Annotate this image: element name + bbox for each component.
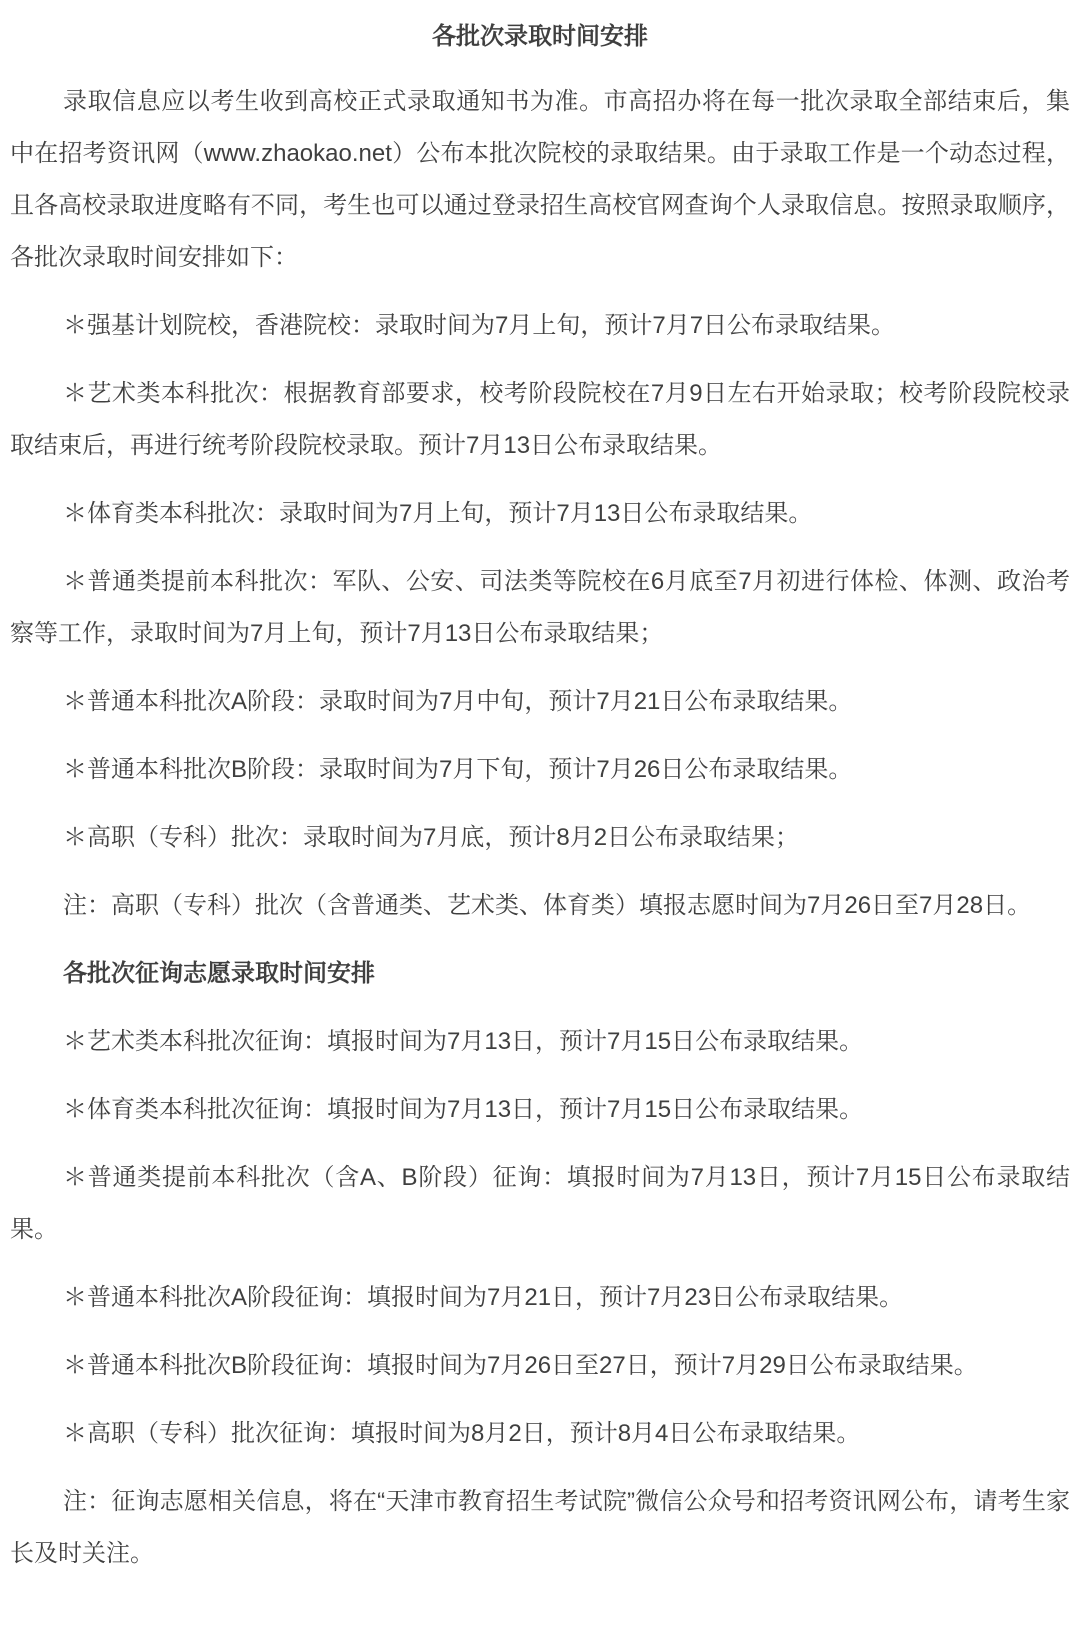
batch-item: ＊高职（专科）批次：录取时间为7月底，预计8月2日公布录取结果； <box>63 824 800 851</box>
inquiry-item: ＊普通本科批次A阶段征询：填报时间为7月21日，预计7月23日公布录取结果。 <box>63 1284 904 1311</box>
page-title: 各批次录取时间安排 <box>432 23 648 50</box>
batch-item: ＊体育类本科批次：录取时间为7月上旬，预计7月13日公布录取结果。 <box>63 500 813 527</box>
inquiry-item: ＊高职（专科）批次征询：填报时间为8月2日，预计8月4日公布录取结果。 <box>63 1420 861 1447</box>
subheading-inquiry-schedule: 各批次征询志愿录取时间安排 <box>63 960 375 987</box>
inquiry-item: ＊普通本科批次B阶段征询：填报时间为7月26日至27日，预计7月29日公布录取结果。 <box>63 1352 978 1379</box>
inquiry-item: ＊艺术类本科批次征询：填报时间为7月13日，预计7月15日公布录取结果。 <box>63 1028 864 1055</box>
batch-item: ＊强基计划院校，香港院校：录取时间为7月上旬，预计7月7日公布录取结果。 <box>63 312 896 339</box>
inquiry-item: ＊普通类提前本科批次（含A、B阶段）征询：填报时间为7月13日，预计7月15日公布录取结果。 <box>10 1164 1070 1243</box>
batch-item: ＊普通类提前本科批次：军队、公安、司法类等院校在6月底至7月初进行体检、体测、政治考察等工作，录取时间为7月上旬，预计7月13日公布录取结果； <box>10 568 1070 647</box>
batch-item: ＊普通本科批次B阶段：录取时间为7月下旬，预计7月26日公布录取结果。 <box>63 756 853 783</box>
batch-item: ＊艺术类本科批次：根据教育部要求，校考阶段院校在7月9日左右开始录取；校考阶段院校录取结束后，再进行统考阶段院校录取。预计7月13日公布录取结果。 <box>10 380 1070 459</box>
inquiry-note: 注：征询志愿相关信息，将在“天津市教育招生考试院”微信公众号和招考资讯网公布，请考生家长及时关注。 <box>10 1488 1070 1567</box>
inquiry-item: ＊体育类本科批次征询：填报时间为7月13日，预计7月15日公布录取结果。 <box>63 1096 864 1123</box>
batch-item: ＊普通本科批次A阶段：录取时间为7月中旬，预计7月21日公布录取结果。 <box>63 688 853 715</box>
intro-paragraph: 录取信息应以考生收到高校正式录取通知书为准。市高招办将在每一批次录取全部结束后，集中在招考资讯网（www.zhaokao.net）公布本批次院校的录取结果。由于录取工作是一个动态过程，且各高校录取进度略有不同，考生也可以通过登录招生高校官网查询个人录取信息。按照录取顺序，各批次录取时间安排如下： <box>10 88 1070 271</box>
batch-note: 注：高职（专科）批次（含普通类、艺术类、体育类）填报志愿时间为7月26日至7月28日。 <box>63 892 1032 919</box>
